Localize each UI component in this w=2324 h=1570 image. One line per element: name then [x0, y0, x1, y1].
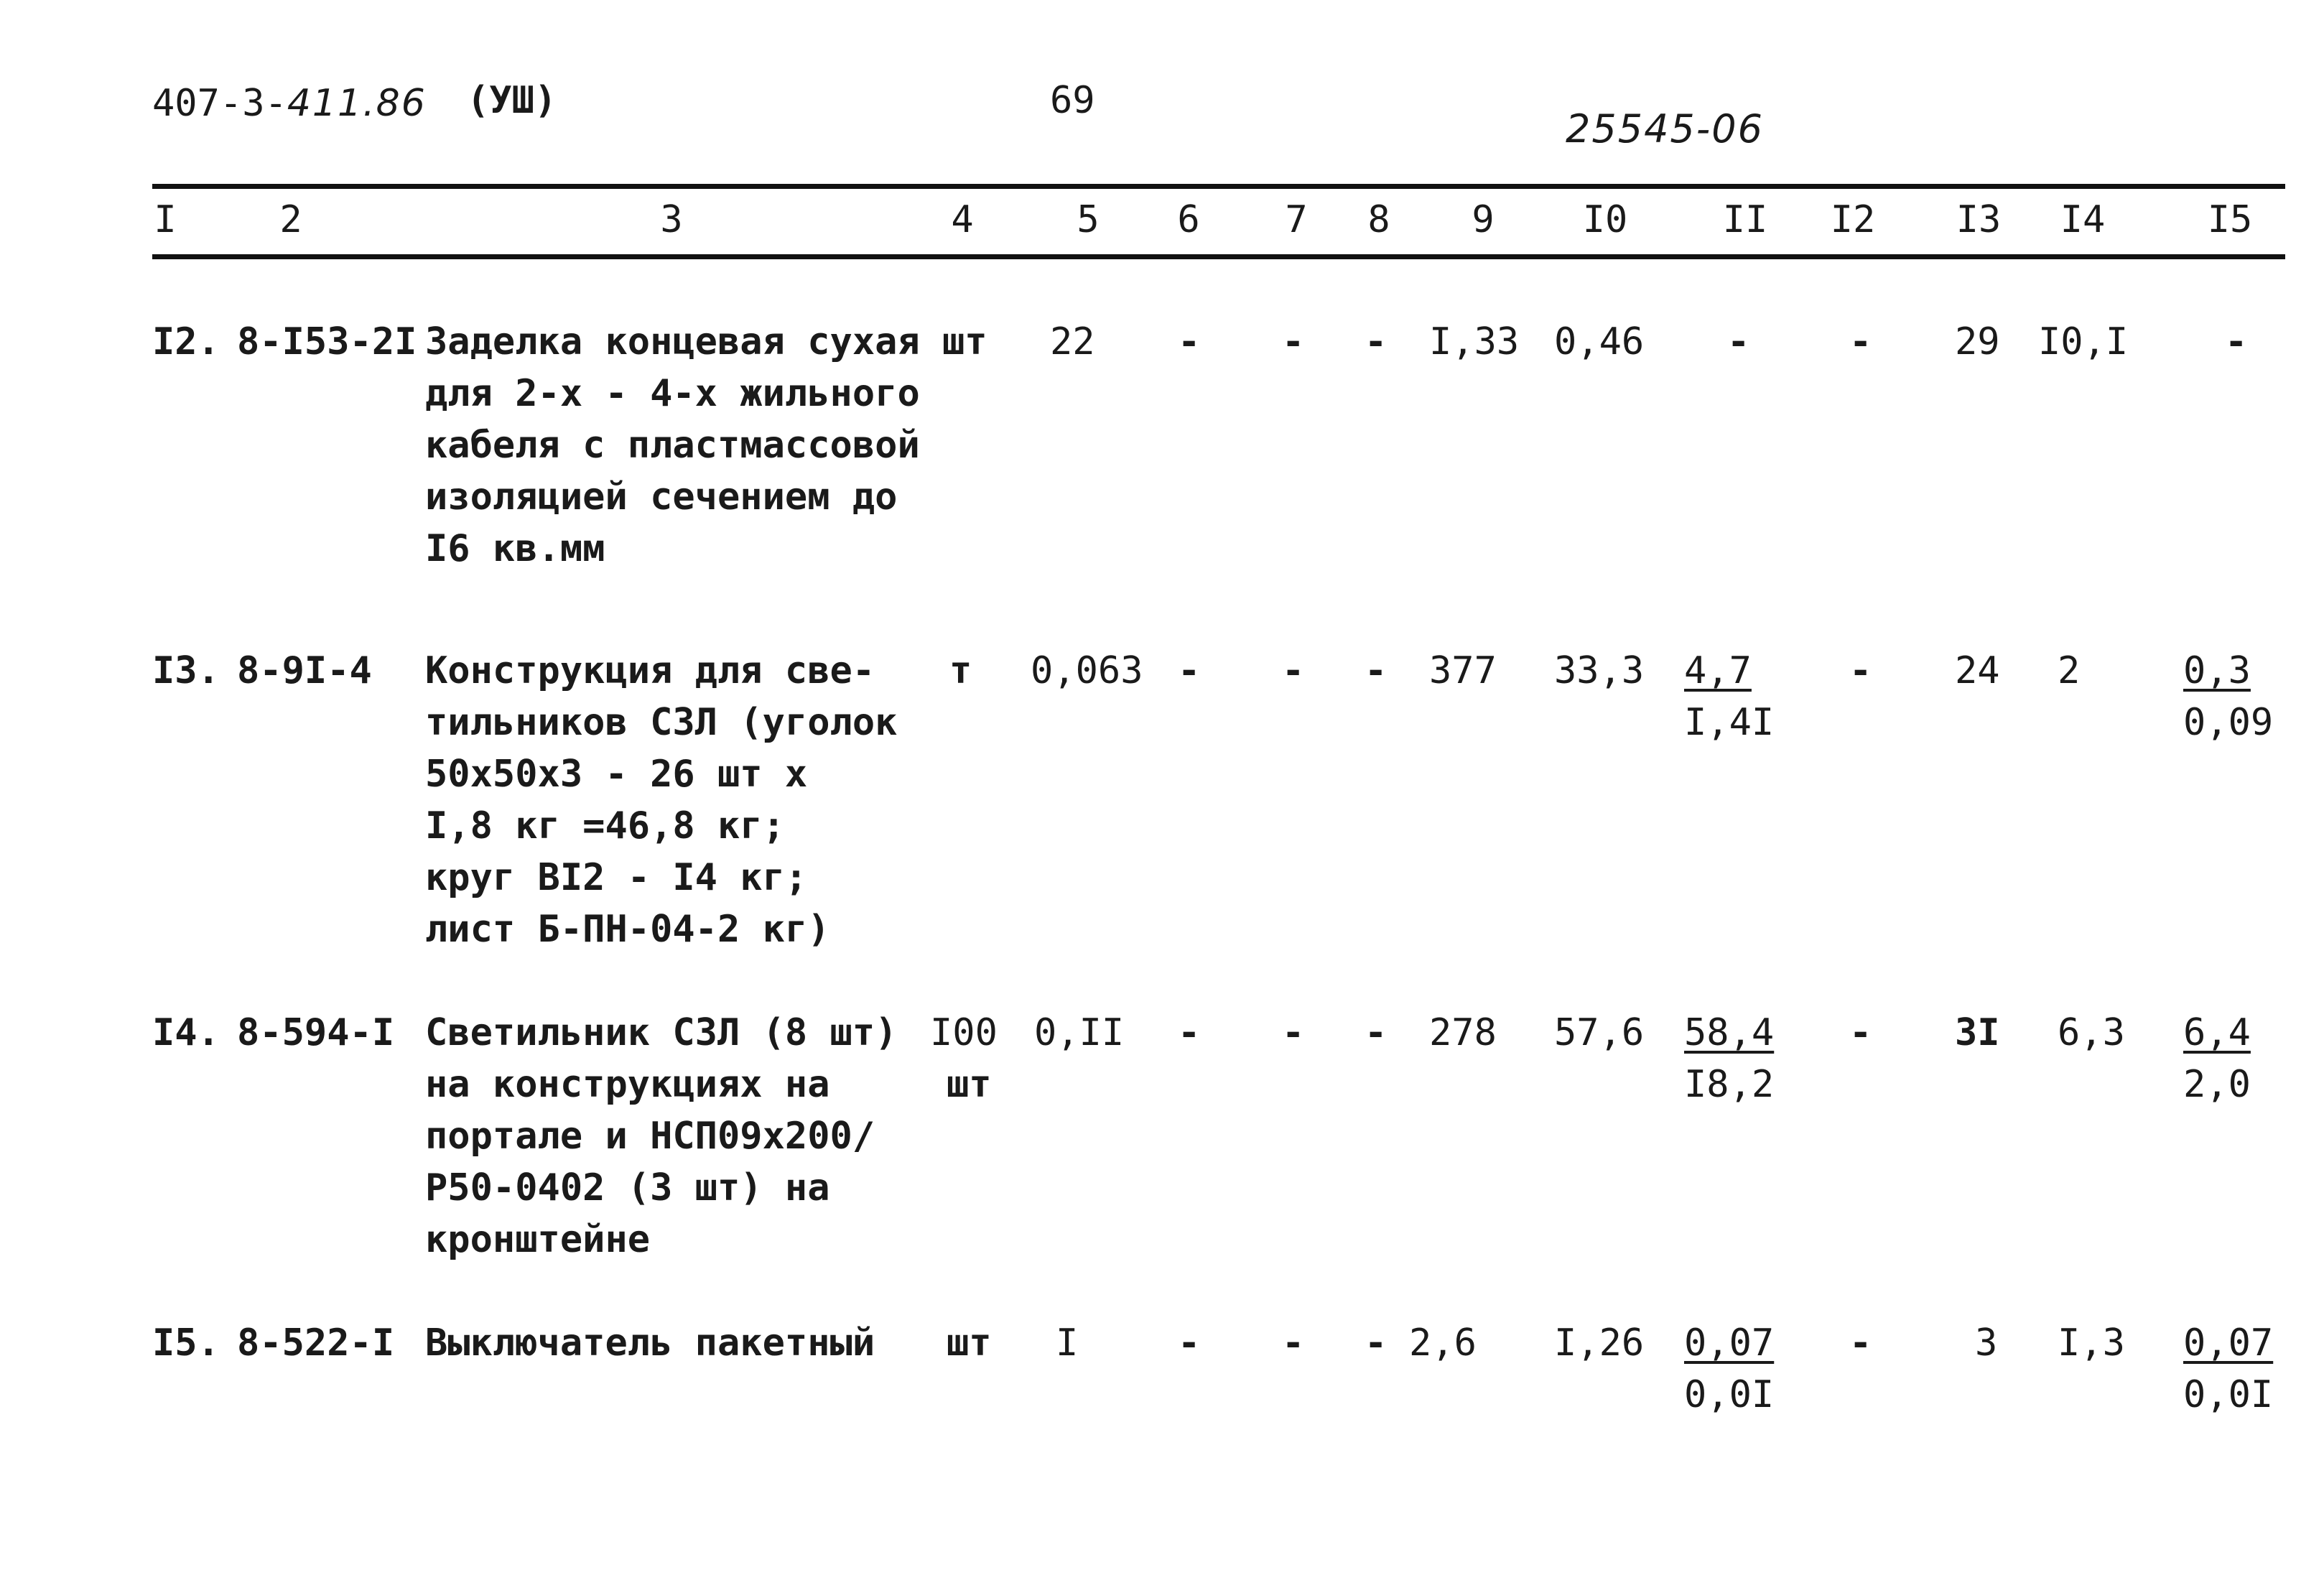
col-header-6: 6: [1177, 198, 1200, 241]
description-line: Светильник СЗЛ (8 шт): [425, 1011, 898, 1054]
document-code: [152, 78, 427, 129]
table-header-rule: [152, 254, 2285, 259]
col-12-value: -: [1849, 1322, 1872, 1365]
description-line: на конструкциях на: [425, 1063, 830, 1106]
description-line: портале и НСП09х200/: [425, 1115, 875, 1158]
quantity: 0,063: [1031, 649, 1143, 692]
col-6-value: -: [1178, 1011, 1201, 1054]
description-line: для 2-х - 4-х жильного: [425, 372, 920, 415]
col-13-value: 24: [1955, 649, 2000, 692]
handwritten-stamp: 25545-06: [1566, 106, 1764, 152]
col-14-value: 6,3: [2058, 1011, 2125, 1054]
col-6-value: -: [1178, 320, 1201, 363]
col-10-value: I,26: [1554, 1322, 1645, 1365]
unit: т: [949, 649, 972, 692]
description-line: изоляцией сечением до: [425, 475, 898, 519]
col-14-value: 2: [2058, 649, 2081, 692]
col-15-value-top: 0,3: [2183, 649, 2251, 692]
quantity: 0,II: [1034, 1011, 1125, 1054]
quantity: 22: [1050, 320, 1095, 363]
col-8-value: -: [1365, 320, 1388, 363]
col-15-value-bottom: 2,0: [2183, 1063, 2251, 1106]
col-12-value: -: [1849, 649, 1872, 692]
col-8-value: -: [1365, 1322, 1388, 1365]
col-15-value-bottom: 0,0I: [2183, 1373, 2274, 1416]
col-13-value: 3: [1975, 1322, 1998, 1365]
rate-code: 8-594-I: [237, 1011, 395, 1054]
rate-code: 8-I53-2I: [237, 320, 417, 363]
col-header-1: I: [154, 198, 177, 241]
col-header-14: I4: [2060, 198, 2106, 241]
col-header-8: 8: [1367, 198, 1390, 241]
description-line: кронштейне: [425, 1218, 651, 1261]
description-line: Выключатель пакетный: [425, 1322, 875, 1365]
col-10-value: 57,6: [1554, 1011, 1645, 1054]
description-line: кабеля с пластмассовой: [425, 424, 920, 467]
col-header-10: I0: [1582, 198, 1628, 241]
description-line: круг ВI2 - I4 кг;: [425, 856, 808, 899]
row-number: I3.: [152, 649, 220, 692]
col-15-value-top: 0,07: [2183, 1322, 2274, 1365]
unit: шт: [947, 1063, 992, 1106]
quantity: I: [1056, 1322, 1079, 1365]
description-line: тильников СЗЛ (уголок: [425, 701, 898, 744]
col-15-value: -: [2225, 320, 2248, 363]
col-header-7: 7: [1285, 198, 1308, 241]
col-11-value-top: 0,07: [1684, 1322, 1775, 1365]
unit: шт: [947, 1322, 992, 1365]
col-header-13: I3: [1956, 198, 2002, 241]
col-11-value-top: 4,7: [1684, 649, 1752, 692]
unit: I00: [930, 1011, 998, 1054]
col-header-15: I5: [2207, 198, 2253, 241]
row-number: I2.: [152, 320, 220, 363]
row-number: I5.: [152, 1322, 220, 1365]
rate-code: 8-522-I: [237, 1322, 395, 1365]
col-6-value: -: [1178, 649, 1201, 692]
page-number: 69: [1050, 79, 1095, 122]
col-8-value: -: [1365, 1011, 1388, 1054]
description-line: Конструкция для све-: [425, 649, 875, 692]
col-header-12: I2: [1830, 198, 1876, 241]
col-15-value-bottom: 0,09: [2183, 701, 2274, 744]
col-10-value: 0,46: [1554, 320, 1645, 363]
description-line: I6 кв.мм: [425, 527, 605, 570]
col-header-2: 2: [279, 198, 302, 241]
col-11-value-top: 58,4: [1684, 1011, 1775, 1054]
col-13-value: 3I: [1955, 1011, 2000, 1054]
unit: шт: [942, 320, 987, 363]
col-10-value: 33,3: [1554, 649, 1645, 692]
description-line: лист Б-ПН-04-2 кг): [425, 908, 830, 951]
description-line: Р50-0402 (3 шт) на: [425, 1166, 830, 1209]
col-8-value: -: [1365, 649, 1388, 692]
description-line: Заделка концевая сухая: [425, 320, 920, 363]
col-11-value: -: [1727, 320, 1750, 363]
col-14-value: I,3: [2058, 1322, 2125, 1365]
rate-code: 8-9I-4: [237, 649, 372, 692]
col-7-value: -: [1282, 1011, 1305, 1054]
col-12-value: -: [1849, 1011, 1872, 1054]
col-header-11: II: [1722, 198, 1768, 241]
description-line: I,8 кг =46,8 кг;: [425, 804, 785, 847]
col-header-5: 5: [1077, 198, 1100, 241]
col-header-4: 4: [951, 198, 974, 241]
col-13-value: 29: [1955, 320, 2000, 363]
col-7-value: -: [1282, 320, 1305, 363]
table-top-rule: [152, 184, 2285, 189]
col-11-value-bottom: I,4I: [1684, 701, 1775, 744]
col-11-value-bottom: I8,2: [1684, 1063, 1775, 1106]
row-number: I4.: [152, 1011, 220, 1054]
col-15-value-top: 6,4: [2183, 1011, 2251, 1054]
col-9-value: 377: [1429, 649, 1497, 692]
col-12-value: -: [1849, 320, 1872, 363]
section-label: (УШ): [467, 79, 557, 122]
col-header-9: 9: [1472, 198, 1495, 241]
document-code-handwritten: 411.86: [287, 82, 427, 125]
col-7-value: -: [1282, 1322, 1305, 1365]
document-code-printed: 407-3-: [152, 82, 287, 125]
col-9-value: 2,6: [1409, 1322, 1477, 1365]
col-11-value-bottom: 0,0I: [1684, 1373, 1775, 1416]
col-9-value: I,33: [1429, 320, 1520, 363]
description-line: 50х50х3 - 26 шт х: [425, 753, 808, 796]
col-14-value: I0,I: [2038, 320, 2129, 363]
col-header-3: 3: [660, 198, 683, 241]
col-6-value: -: [1178, 1322, 1201, 1365]
col-9-value: 278: [1429, 1011, 1497, 1054]
col-7-value: -: [1282, 649, 1305, 692]
